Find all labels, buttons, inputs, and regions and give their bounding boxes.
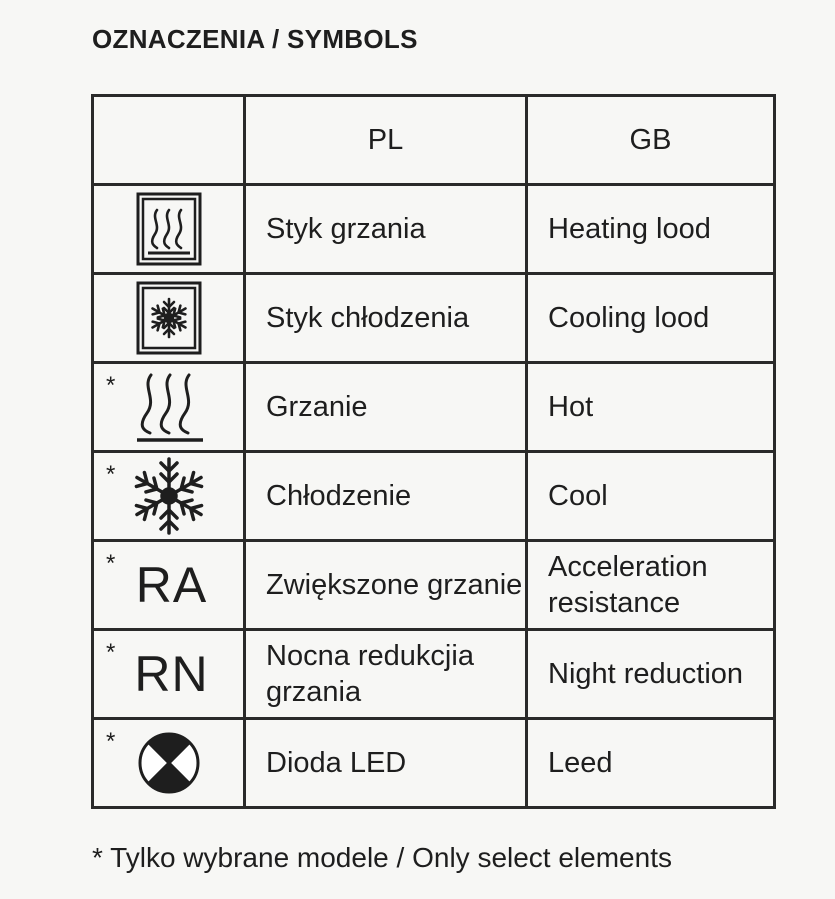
- header-symbol-cell: [93, 96, 245, 185]
- symbol-cell: [93, 630, 245, 719]
- led-diode-icon: [136, 730, 202, 796]
- cooling-contact-icon: [136, 281, 202, 355]
- symbol-cell: [93, 541, 245, 630]
- ra-symbol: RA: [135, 557, 208, 613]
- asterisk: *: [106, 461, 116, 488]
- rn-symbol: RN: [134, 646, 209, 702]
- asterisk: *: [106, 550, 116, 577]
- table-row: [93, 630, 775, 719]
- table-row: [93, 719, 775, 808]
- table-row: [93, 541, 775, 630]
- symbol-cell: [93, 363, 245, 452]
- pl-cell: Zwiększone grzanie: [245, 541, 527, 630]
- footnote: * Tylko wybrane modele / Only select elements: [92, 842, 672, 873]
- table-header-row: [93, 96, 775, 185]
- pl-cell: Styk grzania: [245, 185, 527, 274]
- gb-cell: Acceleration resistance: [527, 541, 775, 630]
- pl-cell: Grzanie: [245, 363, 527, 452]
- table-row: [93, 452, 775, 541]
- symbol-cell: [93, 274, 245, 363]
- asterisk: *: [106, 639, 116, 666]
- asterisk: *: [106, 372, 116, 399]
- gb-cell: Heating lood: [527, 185, 775, 274]
- header-pl: PL: [245, 96, 527, 185]
- table-row: [93, 185, 775, 274]
- table-row: [93, 274, 775, 363]
- pl-cell: Chłodzenie: [245, 452, 527, 541]
- heating-contact-icon: [136, 192, 202, 266]
- pl-cell: Dioda LED: [245, 719, 527, 808]
- symbol-cell: [93, 719, 245, 808]
- asterisk: *: [106, 728, 116, 755]
- table-row: [93, 363, 775, 452]
- gb-cell: Leed: [527, 719, 775, 808]
- symbol-cell: [93, 452, 245, 541]
- heat-waves-icon: [129, 369, 209, 445]
- gb-cell: Cooling lood: [527, 274, 775, 363]
- symbols-table: [91, 94, 776, 809]
- pl-cell: Styk chłodzenia: [245, 274, 527, 363]
- gb-cell: Cool: [527, 452, 775, 541]
- pl-cell: Nocna redukcjia grzania: [245, 630, 527, 719]
- header-gb: GB: [527, 96, 775, 185]
- snowflake-icon: [127, 454, 211, 538]
- gb-cell: Night reduction: [527, 630, 775, 719]
- page-title: OZNACZENIA / SYMBOLS: [92, 24, 418, 54]
- symbol-cell: [93, 185, 245, 274]
- gb-cell: Hot: [527, 363, 775, 452]
